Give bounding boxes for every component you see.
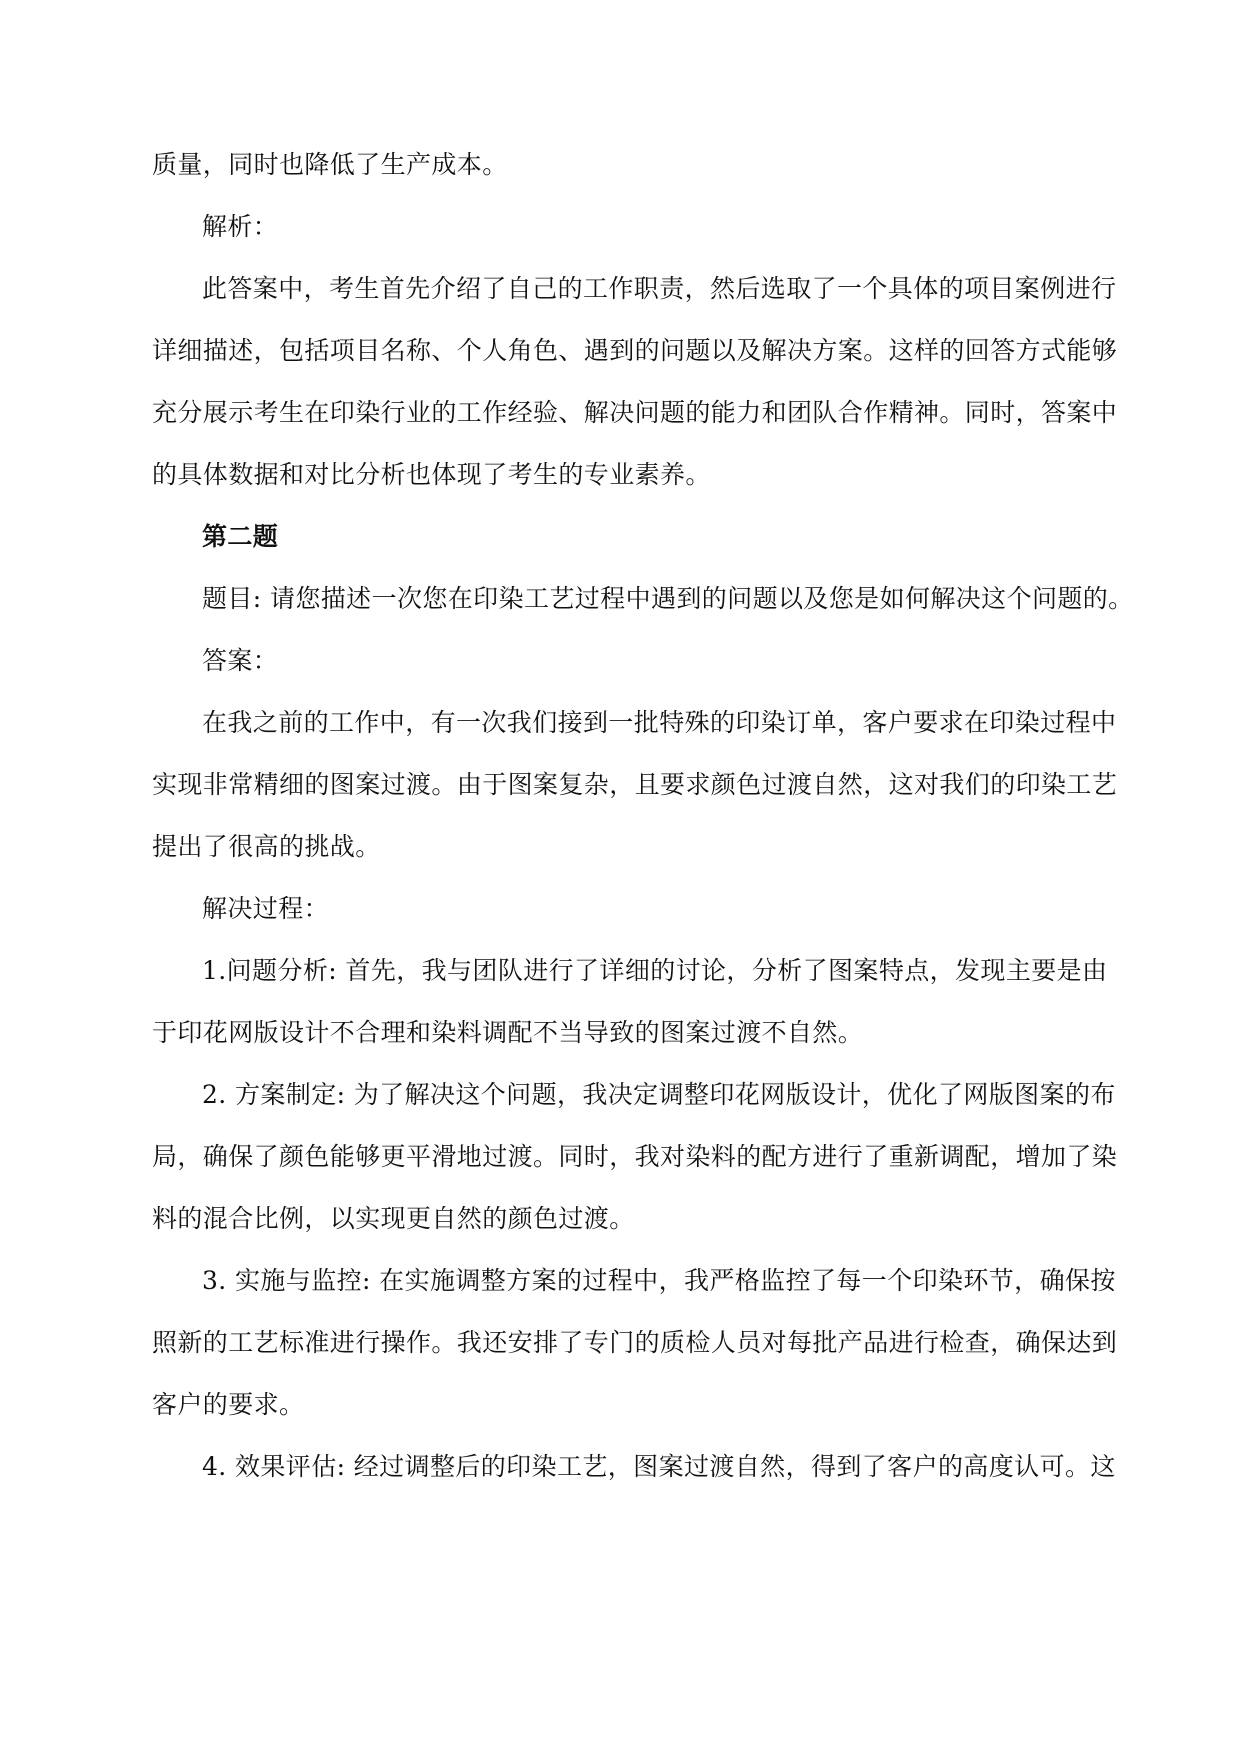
paragraph-line: 的具体数据和对比分析也体现了考生的专业素养。 — [152, 460, 711, 489]
paragraph-line: 在我之前的工作中，有一次我们接到一批特殊的印染订单，客户要求在印染过程中 — [202, 708, 1117, 737]
label-answer: 答案： — [202, 646, 279, 675]
question-line: 题目: 请您描述一次您在印染工艺过程中遇到的问题以及您是如何解决这个问题的。 — [202, 584, 1134, 613]
list-item-line: 于印花网版设计不合理和染料调配不当导致的图案过渡不自然。 — [152, 1018, 864, 1047]
list-item-line: 照新的工艺标准进行操作。我还安排了专门的质检人员对每批产品进行检查，确保达到 — [152, 1328, 1118, 1357]
paragraph-line: 质量，同时也降低了生产成本。 — [152, 150, 508, 179]
paragraph-line: 实现非常精细的图案过渡。由于图案复杂，且要求颜色过渡自然，这对我们的印染工艺 — [152, 770, 1118, 799]
list-item-line: 2. 方案制定: 为了解决这个问题，我决定调整印花网版设计，优化了网版图案的布 — [202, 1080, 1116, 1109]
label-solution-process: 解决过程： — [202, 894, 330, 923]
list-item-line: 料的混合比例，以实现更自然的颜色过渡。 — [152, 1204, 635, 1233]
paragraph-line: 充分展示考生在印染行业的工作经验、解决问题的能力和团队合作精神。同时，答案中 — [152, 398, 1118, 427]
section-heading: 第二题 — [202, 522, 279, 551]
list-item-line: 局，确保了颜色能够更平滑地过渡。同时，我对染料的配方进行了重新调配，增加了染 — [152, 1142, 1118, 1171]
list-item-line: 4. 效果评估: 经过调整后的印染工艺，图案过渡自然，得到了客户的高度认可。这 — [202, 1452, 1116, 1481]
list-item-line: 1.问题分析: 首先，我与团队进行了详细的讨论，分析了图案特点，发现主要是由 — [202, 956, 1108, 985]
list-item-line: 客户的要求。 — [152, 1390, 305, 1419]
paragraph-line: 提出了很高的挑战。 — [152, 832, 381, 861]
paragraph-line: 详细描述，包括项目名称、个人角色、遇到的问题以及解决方案。这样的回答方式能够 — [152, 336, 1118, 365]
paragraph-line: 此答案中，考生首先介绍了自己的工作职责，然后选取了一个具体的项目案例进行 — [202, 274, 1117, 303]
list-item-line: 3. 实施与监控: 在实施调整方案的过程中，我严格监控了每一个印染环节，确保按 — [202, 1266, 1116, 1295]
label-analysis: 解析： — [202, 212, 279, 241]
